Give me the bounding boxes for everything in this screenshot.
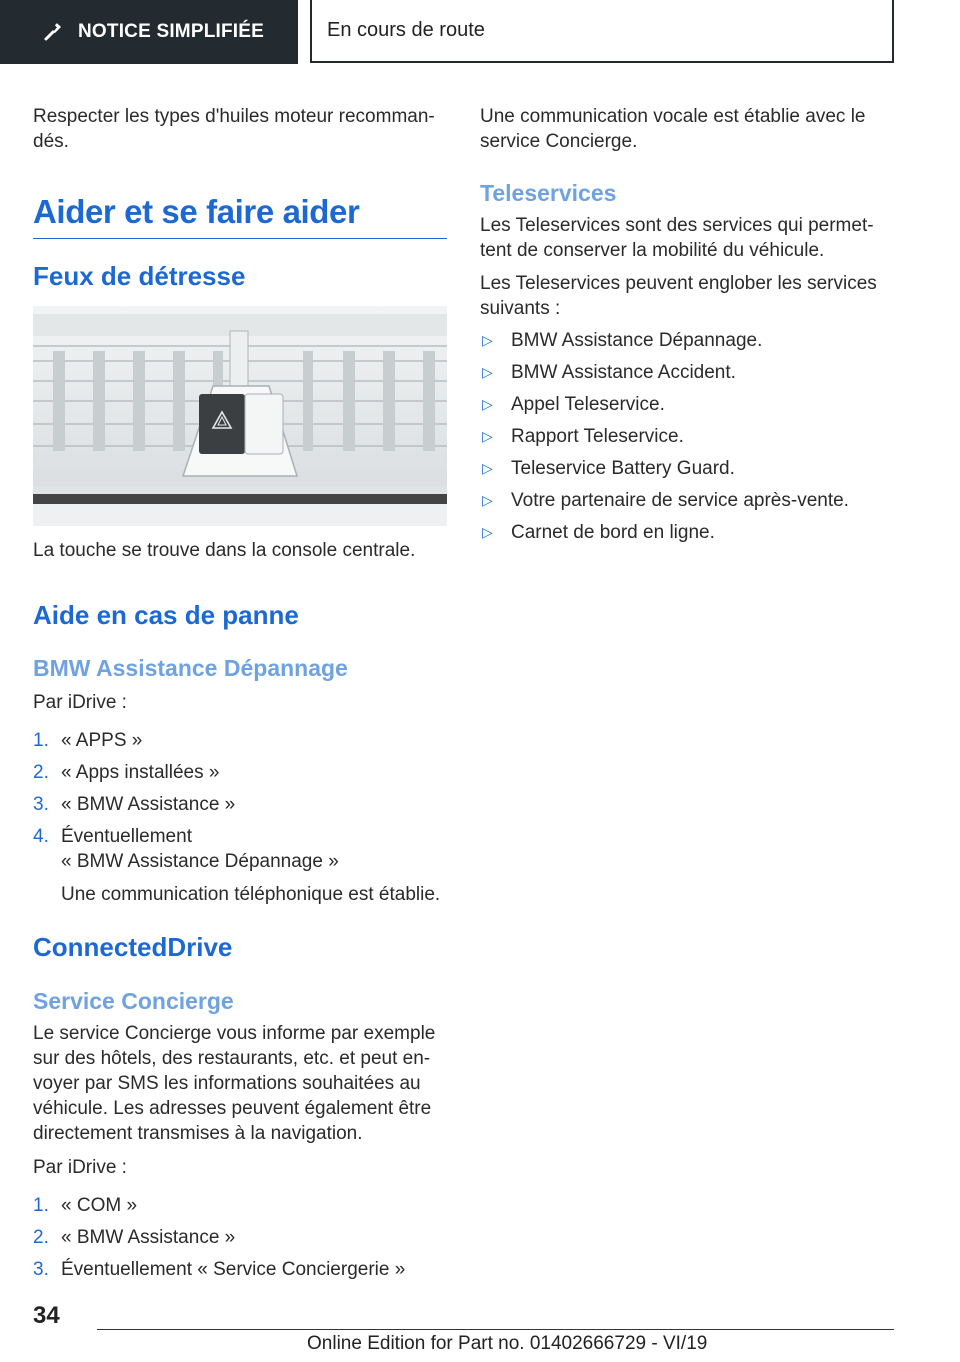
triangle-bullet-icon: ▷ bbox=[482, 428, 493, 444]
connected-heading: ConnectedDrive bbox=[33, 932, 233, 962]
header-tab-quick-guide[interactable] bbox=[0, 0, 298, 64]
idrive-label: Par iDrive : bbox=[33, 692, 127, 713]
triangle-bullet-icon: ▷ bbox=[482, 460, 493, 476]
teleservices-paragraph-2: Les Teleservices peuvent englober les services suivants : bbox=[480, 273, 877, 319]
triangle-bullet-icon: ▷ bbox=[482, 524, 493, 540]
list-item: ▷ Appel Teleservice. bbox=[482, 394, 665, 415]
header-tab-label: NOTICE SIMPLIFIÉE bbox=[78, 21, 265, 42]
list-item: ▷ Carnet de bord en ligne. bbox=[482, 522, 715, 543]
list-item: ▷ Teleservice Battery Guard. bbox=[482, 458, 735, 479]
teleservices-paragraph-1: Les Teleservices sont des services qui permet- tent de conserver la mobilité du véhicule. bbox=[480, 215, 874, 261]
footer-edition: Online Edition for Part no. 01402666729 - VI/19 bbox=[307, 1333, 708, 1354]
assistance-subheading: BMW Assistance Dépannage bbox=[33, 655, 348, 681]
steps-result: Une communication téléphonique est établie. bbox=[61, 884, 441, 905]
wrench-icon bbox=[42, 21, 64, 43]
page-number: 34 bbox=[33, 1302, 60, 1329]
list-item: 2. « Apps installées » bbox=[33, 762, 220, 783]
list-item: 1. « APPS » bbox=[33, 730, 143, 751]
assistance-steps bbox=[33, 728, 447, 874]
list-item: ▷ BMW Assistance Dépannage. bbox=[482, 330, 763, 351]
intro-paragraph: Respecter les types d'huiles moteur recomman- dés. bbox=[33, 106, 435, 152]
footer-divider bbox=[97, 1329, 894, 1330]
breakdown-heading: Aide en cas de panne bbox=[33, 600, 299, 630]
list-item: 3. « BMW Assistance » bbox=[33, 794, 236, 815]
triangle-bullet-icon: ▷ bbox=[482, 492, 493, 508]
list-item: ▷ Votre partenaire de service après-vente. bbox=[482, 490, 849, 511]
triangle-bullet-icon: ▷ bbox=[482, 332, 493, 348]
triangle-bullet-icon: ▷ bbox=[482, 396, 493, 412]
hazard-console-illustration bbox=[33, 306, 447, 526]
teleservices-heading: Teleservices bbox=[480, 180, 617, 206]
list-item: 1. « COM » bbox=[33, 1195, 138, 1216]
list-item: ▷ BMW Assistance Accident. bbox=[482, 362, 736, 383]
concierge-subheading: Service Concierge bbox=[33, 988, 234, 1014]
header-section-tab[interactable] bbox=[310, 0, 894, 63]
chapter-title: Aider et se faire aider bbox=[33, 192, 447, 239]
header-section-label: En cours de route bbox=[327, 19, 485, 41]
triangle-bullet-icon: ▷ bbox=[482, 364, 493, 380]
list-item: 4. Éventuellement « BMW Assistance Dépannage » bbox=[33, 826, 339, 872]
illustration-caption: La touche se trouve dans la console centrale. bbox=[33, 540, 416, 561]
list-item: 3. Éventuellement « Service Conciergerie » bbox=[33, 1259, 406, 1280]
hazard-heading: Feux de détresse bbox=[33, 261, 246, 291]
list-item: 2. « BMW Assistance » bbox=[33, 1227, 236, 1248]
concierge-body: Le service Concierge vous informe par exemple sur des hôtels, des restaurants, etc. et peut en- voyer par SMS les informations souhaitées au véhicule. Les adresses peuvent également être directement transmises à la navigation. bbox=[33, 1023, 436, 1144]
right-intro: Une communication vocale est établie avec le service Concierge. bbox=[480, 106, 866, 152]
services-list bbox=[480, 328, 900, 552]
list-item: ▷ Rapport Teleservice. bbox=[482, 426, 684, 447]
concierge-steps bbox=[33, 1193, 453, 1282]
idrive-label-2: Par iDrive : bbox=[33, 1157, 127, 1178]
